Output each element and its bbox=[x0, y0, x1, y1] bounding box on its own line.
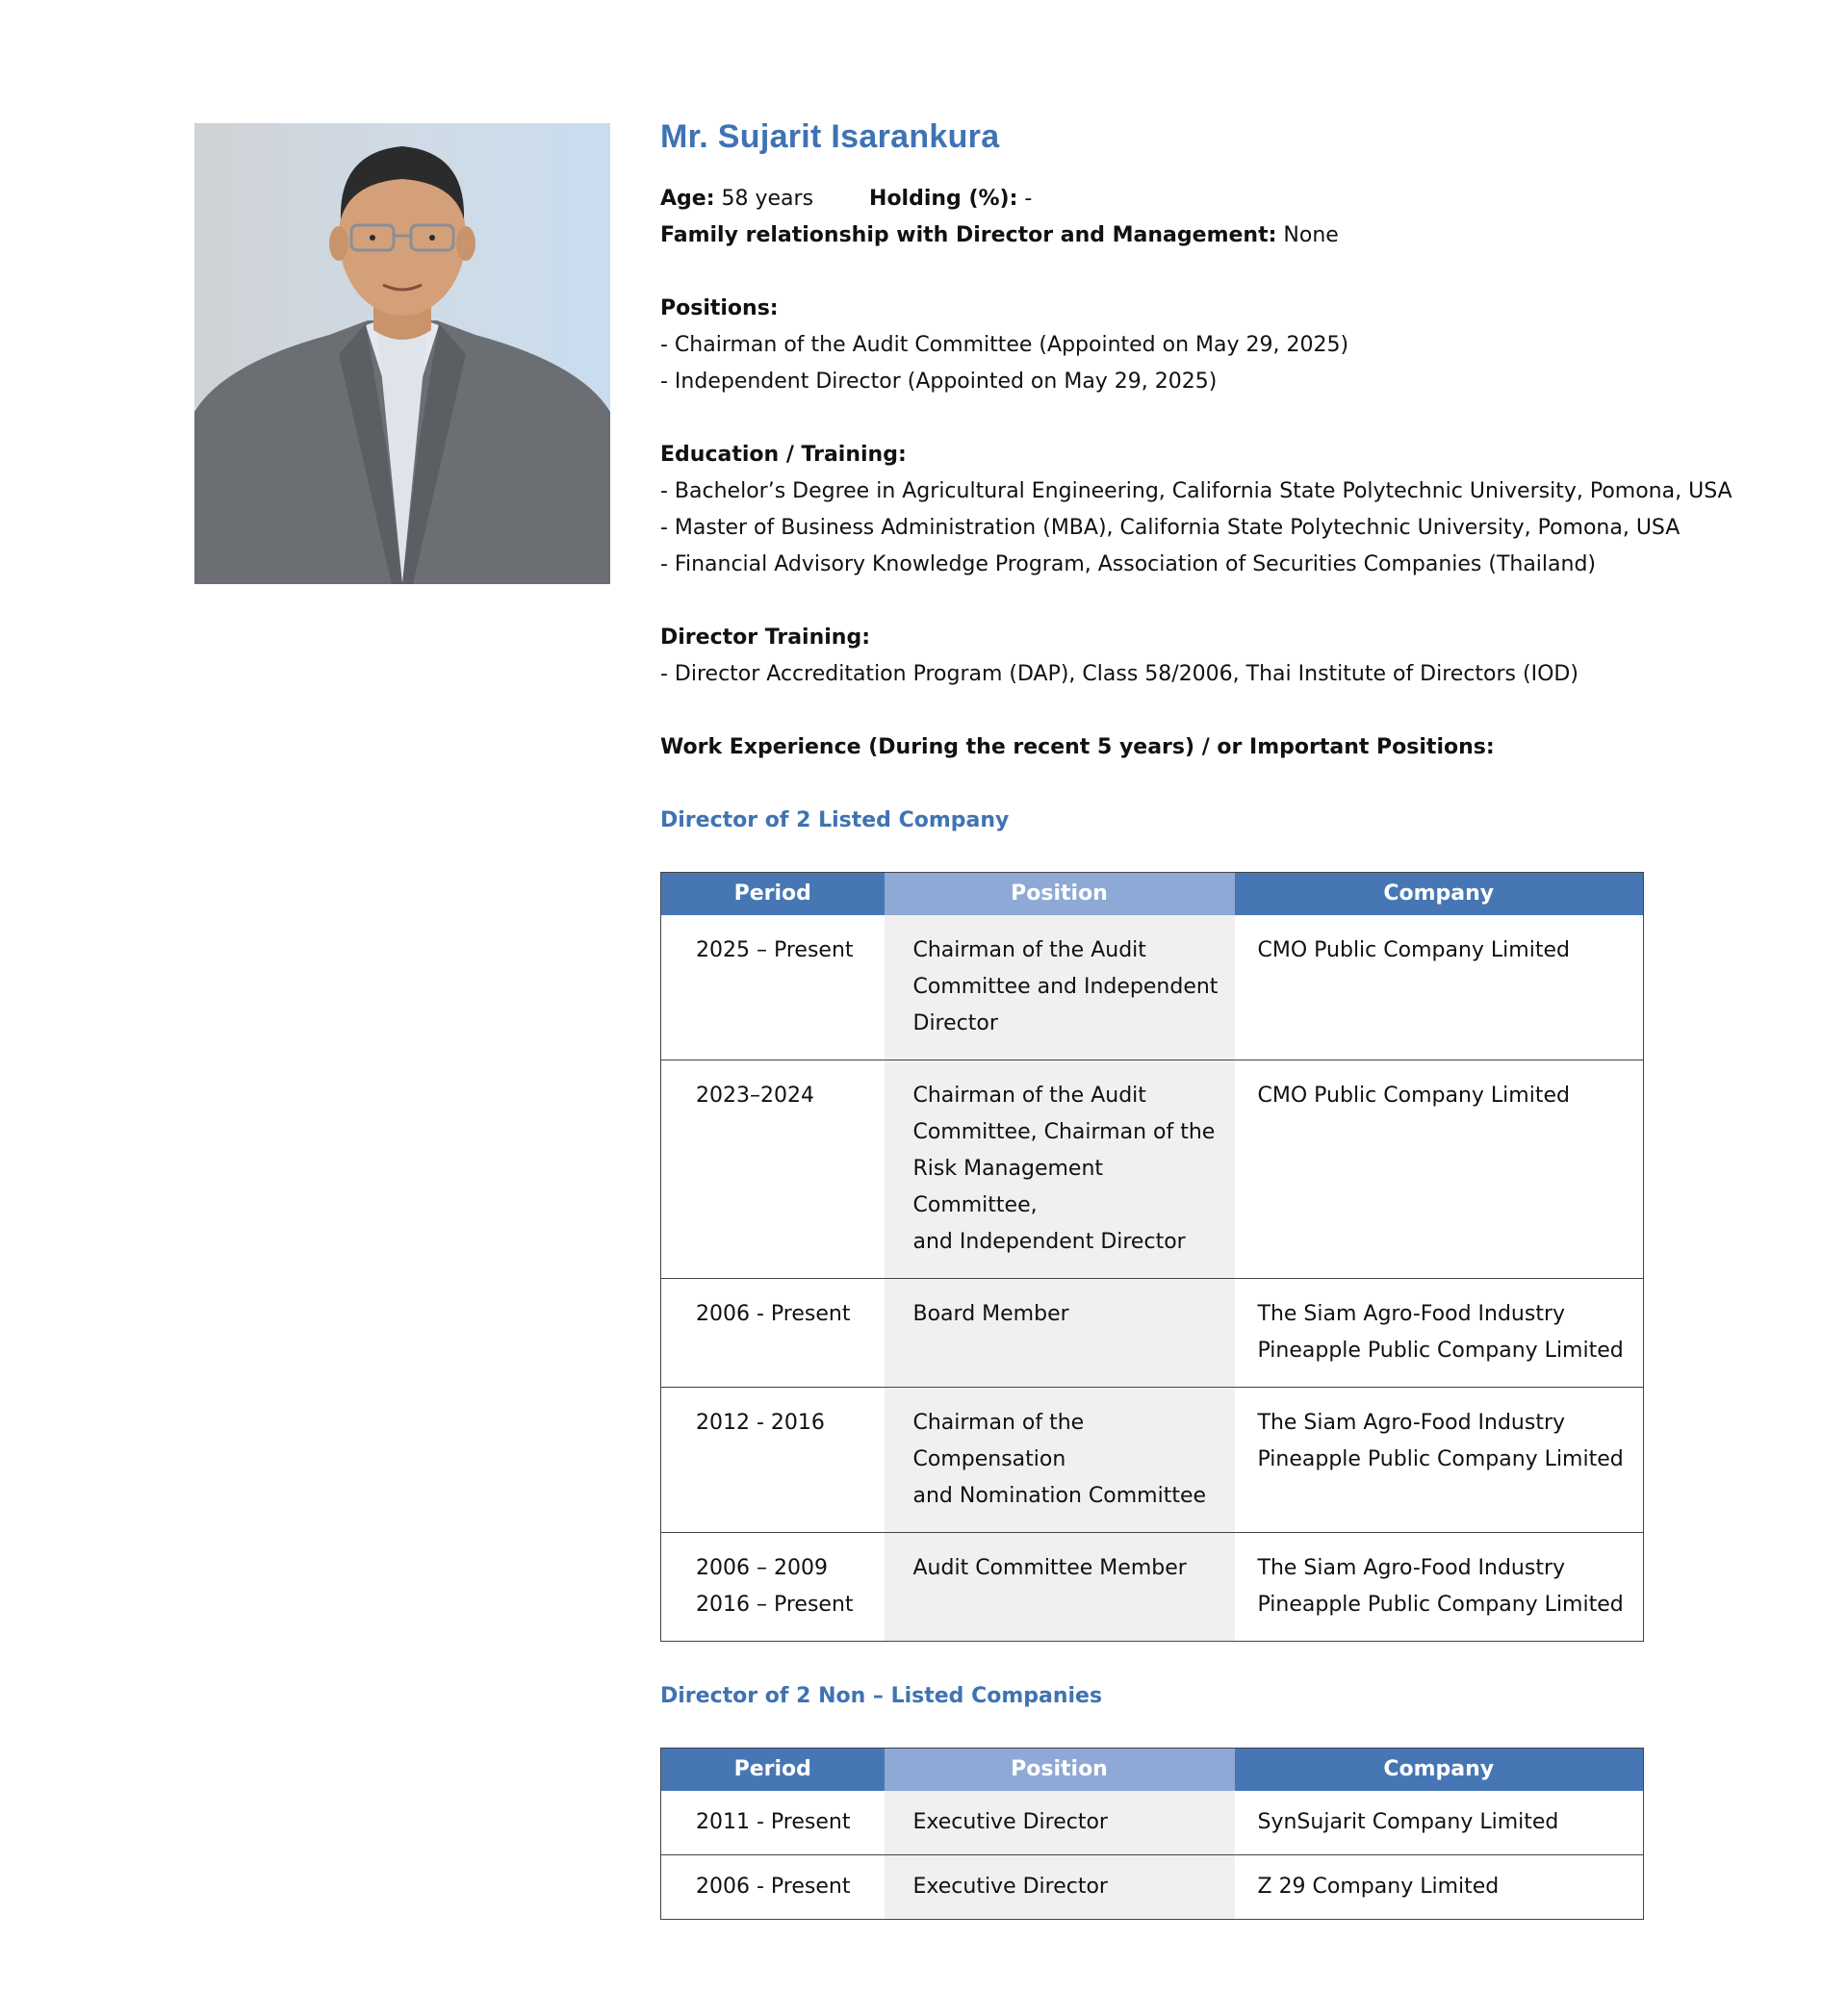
period-cell bbox=[661, 915, 885, 1060]
listed-table bbox=[660, 872, 1644, 1642]
cell-line: 2006 - Present bbox=[696, 1875, 851, 1899]
column-header-period: Period bbox=[661, 873, 885, 916]
listed-heading: Director of 2 Listed Company bbox=[660, 808, 1010, 832]
cell-line: The Siam Agro-Food Industry bbox=[1257, 1411, 1566, 1435]
non-listed-table-body bbox=[661, 1791, 1644, 1920]
director-name: Mr. Sujarit Isarankura bbox=[660, 118, 1000, 155]
company-cell bbox=[1235, 1791, 1644, 1855]
period-cell bbox=[661, 1855, 885, 1920]
cell-line: SynSujarit Company Limited bbox=[1257, 1810, 1559, 1834]
cell-line: 2016 – Present bbox=[696, 1593, 854, 1617]
period-cell bbox=[661, 1388, 885, 1533]
family-value: None bbox=[1283, 223, 1339, 247]
column-header-period: Period bbox=[661, 1749, 885, 1792]
company-cell bbox=[1235, 1388, 1644, 1533]
table-row bbox=[661, 1855, 1644, 1920]
table-row bbox=[661, 1533, 1644, 1642]
cell-line: Risk Management Committee, bbox=[912, 1157, 1104, 1217]
cell-line: 2011 - Present bbox=[696, 1810, 851, 1834]
director-training-item: - Director Accreditation Program (DAP), Class 58/2006, Thai Institute of Directors (IOD) bbox=[660, 662, 1578, 686]
holding-label: Holding (%): bbox=[869, 187, 1018, 211]
cell-line: Audit Committee Member bbox=[912, 1556, 1187, 1580]
table-row bbox=[661, 915, 1644, 1060]
non-listed-table bbox=[660, 1748, 1644, 1920]
cell-line: Executive Director bbox=[912, 1810, 1108, 1834]
cell-line: and Nomination Committee bbox=[912, 1484, 1207, 1508]
position-cell bbox=[885, 1533, 1235, 1642]
education-item: - Bachelor’s Degree in Agricultural Engineering, California State Polytechnic University, Pomona, USA bbox=[660, 479, 1732, 503]
cell-line: Director bbox=[912, 1011, 998, 1035]
period-cell bbox=[661, 1060, 885, 1279]
position-cell bbox=[885, 1060, 1235, 1279]
cell-line: 2006 – 2009 bbox=[696, 1556, 828, 1580]
column-header-position: Position bbox=[885, 1749, 1235, 1792]
column-header-position: Position bbox=[885, 873, 1235, 916]
cell-line: Committee, Chairman of the bbox=[912, 1120, 1216, 1144]
company-cell bbox=[1235, 1533, 1644, 1642]
cell-line: Chairman of the Compensation bbox=[912, 1411, 1085, 1471]
company-cell bbox=[1235, 1855, 1644, 1920]
cell-line: Board Member bbox=[912, 1302, 1069, 1326]
age-value: 58 years bbox=[721, 187, 814, 211]
company-cell bbox=[1235, 1060, 1644, 1279]
table-row bbox=[661, 1060, 1644, 1279]
cell-line: Executive Director bbox=[912, 1875, 1108, 1899]
cell-line: 2025 – Present bbox=[696, 938, 854, 962]
portrait-photo bbox=[194, 123, 610, 584]
age-label: Age: bbox=[660, 187, 715, 211]
cell-line: and Independent Director bbox=[912, 1230, 1186, 1254]
cell-line: 2023–2024 bbox=[696, 1084, 814, 1108]
cell-line: Chairman of the Audit bbox=[912, 938, 1146, 962]
non-listed-heading: Director of 2 Non – Listed Companies bbox=[660, 1684, 1103, 1708]
column-header-company: Company bbox=[1235, 1749, 1644, 1792]
position-cell bbox=[885, 1279, 1235, 1388]
cell-line: CMO Public Company Limited bbox=[1257, 1084, 1570, 1108]
holding-value: - bbox=[1024, 187, 1033, 211]
position-item: - Independent Director (Appointed on May 29, 2025) bbox=[660, 370, 1218, 394]
column-header-company: Company bbox=[1235, 873, 1644, 916]
cell-line: CMO Public Company Limited bbox=[1257, 938, 1570, 962]
family-line bbox=[660, 217, 1646, 254]
education-heading: Education / Training: bbox=[660, 443, 907, 467]
period-cell bbox=[661, 1791, 885, 1855]
cell-line: Pineapple Public Company Limited bbox=[1257, 1339, 1624, 1363]
cell-line: Z 29 Company Limited bbox=[1257, 1875, 1500, 1899]
cell-line: The Siam Agro-Food Industry bbox=[1257, 1556, 1566, 1580]
company-cell bbox=[1235, 1279, 1644, 1388]
table-row bbox=[661, 1279, 1644, 1388]
family-label: Family relationship with Director and Management: bbox=[660, 223, 1277, 247]
position-cell bbox=[885, 915, 1235, 1060]
director-training-heading: Director Training: bbox=[660, 626, 870, 650]
table-row bbox=[661, 1791, 1644, 1855]
cell-line: 2012 - 2016 bbox=[696, 1411, 825, 1435]
position-cell bbox=[885, 1388, 1235, 1533]
profile-content bbox=[660, 114, 1732, 1920]
cell-line: Pineapple Public Company Limited bbox=[1257, 1447, 1624, 1471]
positions-heading: Positions: bbox=[660, 296, 779, 320]
period-cell bbox=[661, 1533, 885, 1642]
cell-line: 2006 - Present bbox=[696, 1302, 851, 1326]
work-experience-heading: Work Experience (During the recent 5 years) / or Important Positions: bbox=[660, 735, 1495, 759]
cell-line: Committee and Independent bbox=[912, 975, 1219, 999]
age-holding-line bbox=[660, 181, 1646, 217]
education-item: - Financial Advisory Knowledge Program, Association of Securities Companies (Thailand) bbox=[660, 552, 1597, 576]
table-row bbox=[661, 1388, 1644, 1533]
cell-line: The Siam Agro-Food Industry bbox=[1257, 1302, 1566, 1326]
cell-line: Chairman of the Audit bbox=[912, 1084, 1146, 1108]
company-cell bbox=[1235, 915, 1644, 1060]
portrait-figure bbox=[194, 123, 610, 584]
period-cell bbox=[661, 1279, 885, 1388]
position-item: - Chairman of the Audit Committee (Appointed on May 29, 2025) bbox=[660, 333, 1349, 357]
position-cell bbox=[885, 1791, 1235, 1855]
education-item: - Master of Business Administration (MBA), California State Polytechnic University, Pomona, USA bbox=[660, 516, 1681, 540]
cell-line: Pineapple Public Company Limited bbox=[1257, 1593, 1624, 1617]
listed-table-body bbox=[661, 915, 1644, 1642]
position-cell bbox=[885, 1855, 1235, 1920]
